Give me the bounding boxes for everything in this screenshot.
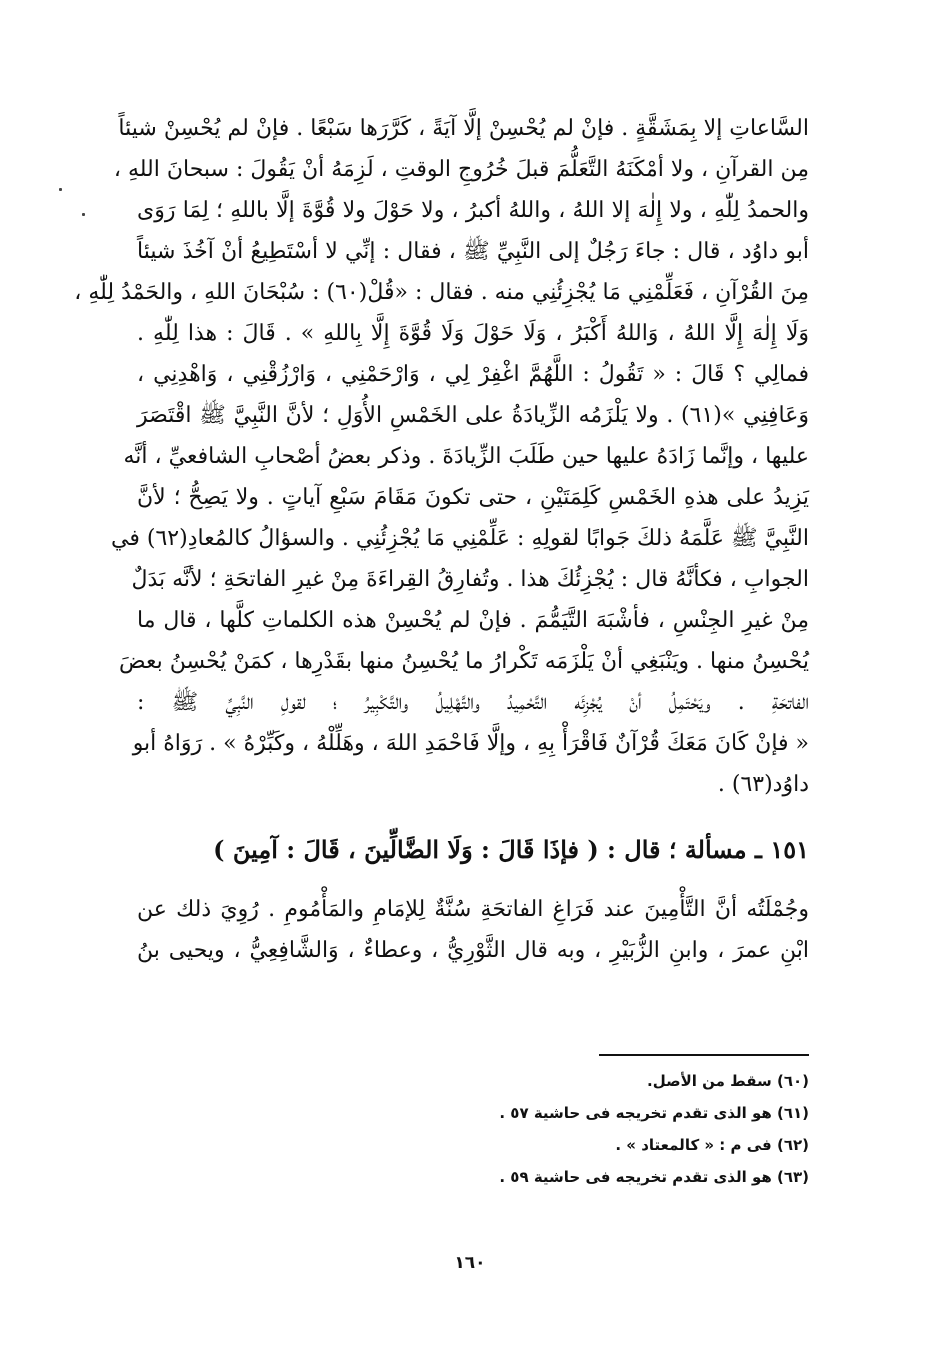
section-heading: ١٥١ ـ مسألة ؛ قال : ( فإذَا قَالَ : وَلَا الضَّالِّينَ ، قَالَ : آمِينَ ) — [213, 835, 809, 864]
text-line: يُحْسِنُ منها . ويَنْبَغِي أنْ يَلْزَمَه تَكْرارُ ما يُحْسِنُ منها بقَدْرِها ، كمَنْ يُحْسِنُ بعضَ — [119, 649, 809, 674]
text-line: الفاتحَةِ . ويَحْتَمِلُ أنْ يُجْزِئَه التَّحْمِيدُ والتَّهْلِيلُ والتَّكْبِيرُ ؛ لقولِ النَّبِيِّ ﷺ : — [137, 690, 809, 715]
text-line: داوُد(٦٣) . — [717, 772, 809, 797]
text-line: مِن القرآنِ ، ولا أمْكَنَهُ التَّعَلُّمَ قبلَ خُرُوجِ الوقتِ ، لَزِمَهُ أنْ يَقُولَ : سبحانَ اللهِ ، — [113, 157, 809, 182]
margin-speck — [82, 213, 85, 216]
text-line: الجوابِ ، فكأنَّهُ قال : يُجْزِئُكَ هذا . وتُفارِقُ القِراءَةَ مِنْ غيرِ الفاتحَةِ ؛ لأنَّه بَدَلٌ — [131, 567, 809, 592]
footnote: (٦٢) فى م : « كالمعتاد » . — [615, 1136, 809, 1154]
text-line: والحمدُ لِلّٰهِ ، ولا إِلٰهَ إلا اللهُ ، واللهُ أكبرُ ، ولا حَوْلَ ولا قُوَّةَ إلَّا باللهِ ؛ لِمَا رَوَى — [137, 198, 809, 223]
footnote: (٦٣) هو الذى تقدم تخريجه فى حاشية ٥٩ . — [499, 1168, 809, 1186]
text-line: ابْنِ عمرَ ، وابنِ الزُّبَيْرِ ، وبه قال الثَّوْرِيُّ ، وعطاءٌ ، وَالشَّافِعِيُّ ، ويحيى بنُ — [137, 938, 809, 963]
text-line: وجُمْلَتُه أنَّ التَّأْمِينَ عند فَرَاغِ الفاتحَةِ سُنَّةٌ لِلإمَامِ والمَأْمُومِ . رُوِيَ ذلك عن — [137, 897, 809, 922]
text-line: مِنْ غيرِ الجِنْسِ ، فأشْبَهَ التَّيَمُّمَ . فإنْ لم يُحْسِنْ هذه الكلماتِ كلَّها ، قال ما — [137, 608, 809, 633]
text-line: السَّاعاتِ إلا بِمَشَقَّةٍ . فإنْ لم يُحْسِنْ إلَّا آيَةً ، كَرَّرَها سَبْعًا . فإنْ لم يُحْسِنْ شيئاً — [118, 116, 809, 141]
text-line: فمالِي ؟ قَالَ : « تَقُولُ : اللَّهُمَّ اغْفِرْ لِي ، وَارْحَمْنِي ، وَارْزُقْنِي ، وَاهْدِنِي ، — [137, 362, 809, 387]
text-line: النَّبِيَّ ﷺ عَلَّمَهُ ذلكَ جَوابًا لقولِهِ : عَلِّمْنِي مَا يُجْزِئُنِي . والسؤالُ كالمُعادِ(٦٢) في — [111, 526, 809, 551]
text-line: أبو داوُد ، قال : جاءَ رَجُلٌ إلى النَّبِيِّ ﷺ ، فقال : إنِّي لا أسْتَطِيعُ أنْ آخُذَ شيئاً — [137, 239, 809, 264]
text-line: مِنَ القُرْآنِ ، فَعَلِّمْنِي مَا يُجْزِئُنِي منه . فقال : «قُلْ(٦٠) : سُبْحَانَ اللهِ ، والحَمْدُ لِلّٰهِ ، — [74, 280, 809, 305]
margin-speck — [59, 188, 62, 191]
footnote-separator — [599, 1054, 809, 1056]
text-line: وَعَافِنِي »(٦١) . ولا يَلْزَمُه الزِّيادَةُ على الخَمْسِ الأُوَلِ ؛ لأنَّ النَّبِيَّ ﷺ اقْتَصَرَ — [137, 403, 809, 428]
text-line: يَزِيدُ على هذهِ الخَمْسِ كَلِمَتَيْنِ ، حتى تكونَ مَقَامَ سَبْعِ آياتٍ . ولا يَصِحُّ ؛ لأنَّ — [137, 485, 809, 510]
footnote: (٦١) هو الذى تقدم تخريجه فى حاشية ٥٧ . — [499, 1104, 809, 1122]
text-line: عليها ، وإنَّما زَادَهُ عليها حين طَلَبَ الزِّيادَةَ . وذكر بعضُ أصْحابِ الشافعيِّ ، أنَّه — [123, 444, 809, 469]
page-number: ١٦٠ — [454, 1253, 486, 1273]
text-line: وَلَا إِلٰهَ إِلَّا اللهُ ، وَاللهُ أَكْبَرُ ، وَلَا حَوْلَ وَلَا قُوَّةَ إِلَّا بِاللهِ » . قَالَ : هذا لِلّٰهِ . — [137, 321, 809, 346]
text-line: « فإنْ كَانَ مَعَكَ قُرْآنٌ فَاقْرَأْ بِهِ ، وإلَّا فَاحْمَدِ اللهَ ، وهَلِّلْهُ ، وكَبِّرْهُ » . رَوَاهُ أبو — [132, 731, 809, 756]
footnote: (٦٠) سقط من الأصل. — [647, 1072, 809, 1090]
